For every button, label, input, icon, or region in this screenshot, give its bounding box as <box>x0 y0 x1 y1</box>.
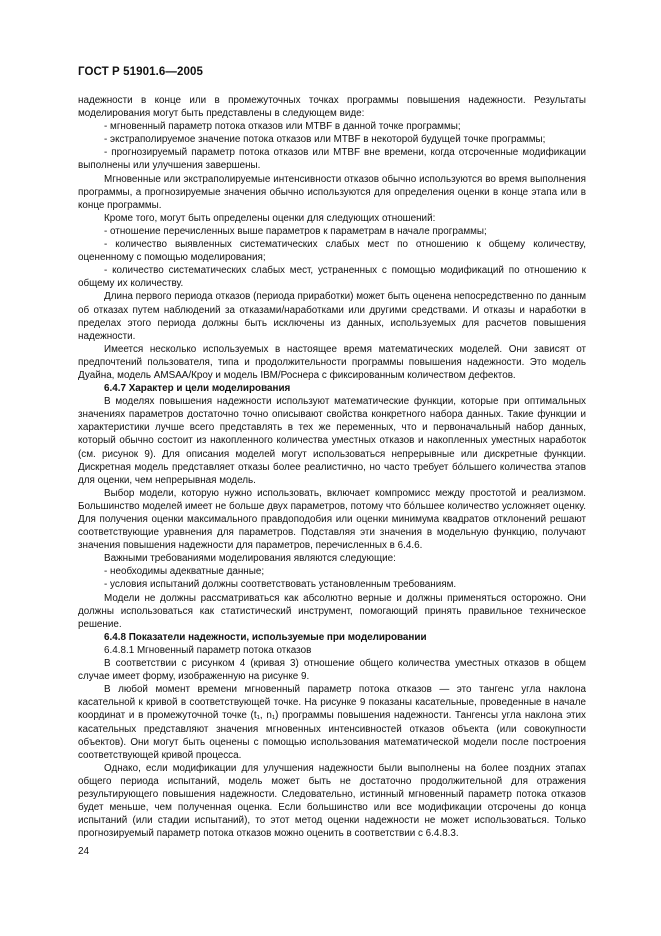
list-item: - отношение перечисленных выше параметров к параметрам в начале программы; <box>104 225 487 237</box>
paragraph: Однако, если модификации для улучшения надежности были выполнены на более поздних этапах общего периода испытаний, модель может быть не достаточно продолжительной для отражения результирующего повышения надежности. Следовательно, истинный мгновенный параметр потока отказов будет меньше, чем полученная оценка. Если большинство или все модификации отсрочены до конца испытаний (или стадии испытаний), то этот метод оценки надежности не может использоваться. Только прогнозируемый параметр потока отказов можно оценить в соответствии с 6.4.8.3. <box>78 762 586 840</box>
paragraph: Модели не должны рассматриваться как абсолютно верные и должны применяться осторожно. Они должны использоваться как статистический инструмент, помогающий принять правильное техническое решение. <box>78 592 586 630</box>
paragraph: надежности в конце или в промежуточных точках программы повышения надежности. Результаты моделирования могут быть представлены в следующем виде: <box>78 95 586 120</box>
document-header: ГОСТ Р 51901.6—2005 <box>78 66 203 78</box>
paragraph: Мгновенные или экстраполируемые интенсивности отказов обычно используются во время выполнения программы, а прогнозируемые значения обычно используются для определения оценки в конце этапа или в конце программы. <box>78 173 586 211</box>
paragraph: В соответствии с рисунком 4 (кривая 3) отношение общего количества уместных отказов в общем случае имеет форму, изображенную на рисунке 9. <box>78 658 586 683</box>
paragraph: В моделях повышения надежности используют математические функции, которые при оптимальных значениях параметров достаточно точно описывают свойства конкретного набора данных. Такие функции и характеристики лучше всего представлять в тех же переменных, что и первоначальный набор данных, который обычно состоит из накопленного количества уместных отказов и накопленных уместных наработок (см. рисунок 9). Для описания моделей могут использоваться непрерывные или дискретные функции. Дискретная модель представляет отказы более реалистично, но часто требует бóльшего количества этапов для оценки, чем непрерывная модель. <box>78 396 586 486</box>
paragraph: Кроме того, могут быть определены оценки для следующих отношений: <box>104 212 436 224</box>
list-item: - необходимы адекватные данные; <box>104 566 265 578</box>
subsection-heading-6-4-8-1: 6.4.8.1 Мгновенный параметр потока отказов <box>104 644 312 656</box>
paragraph: Выбор модели, которую нужно использовать, включает компромисс между простотой и реализмом. Большинство моделей имеет не больше двух параметров, потому что бóльшее количество усложняет оценку. Для получения оценки максимального правдоподобия или оценки минимума квадратов отклонений решают соответствующие уравнения для параметров. Подставляя эти значения в модельную функцию, получают значения повышения надежности для параметров, перечисленных в 6.4.6. <box>78 487 586 552</box>
section-heading-6-4-7: 6.4.7 Характер и цели моделирования <box>104 383 291 395</box>
list-item: - количество выявленных систематических слабых мест по отношению к общему количеству, оцененному с помощью моделирования; <box>78 239 586 264</box>
paragraph: Важными требованиями моделирования являются следующие: <box>104 553 396 565</box>
section-heading-6-4-8: 6.4.8 Показатели надежности, используемые при моделировании <box>104 631 427 643</box>
document-body <box>78 94 586 840</box>
paragraph: Имеется несколько используемых в настоящее время математических моделей. Они зависят от предпочтений пользователя, типа и продолжительности программы повышения надежности. Это модель Дуайна, модель AMSAA/Кроу и модель IBM/Роснера с фиксированным количеством дефектов. <box>78 343 586 381</box>
list-item: - мгновенный параметр потока отказов или MTBF в данной точке программы; <box>104 121 461 133</box>
list-item: - условия испытаний должны соответствовать установленным требованиям. <box>104 579 457 591</box>
list-item: - прогнозируемый параметр потока отказов или MTBF вне времени, когда отсроченные модификации выполнены или улучшения завершены. <box>78 147 586 172</box>
page-number: 24 <box>78 846 90 857</box>
list-item: - экстраполируемое значение потока отказов или MTBF в некоторой будущей точке программы; <box>104 134 546 146</box>
list-item: - количество систематических слабых мест, устраненных с помощью модификаций по отношению к общему их количеству. <box>78 265 586 290</box>
paragraph: Длина первого периода отказов (периода приработки) может быть оценена непосредственно по данным об отказах путем наблюдений за отказами/наработками или другими средствами. И отказы и наработки в пределах этого периода должны быть исключены из данных, используемых для расчетов повышения надежности. <box>78 291 586 342</box>
paragraph: В любой момент времени мгновенный параметр потока отказов — это тангенс угла наклона касательной к кривой в соответствующей точке. На рисунке 9 показаны касательные, проведенные в начале координат и в промежуточной точке (t₁, n₁) программы повышения надежности. Тангенсы угла наклона этих касательных представляют значения мгновенных интенсивностей отказов объекта (или совокупности объектов). Они могут быть оценены с помощью использования математической модели после построения соответствующей кривой процесса. <box>78 684 586 761</box>
